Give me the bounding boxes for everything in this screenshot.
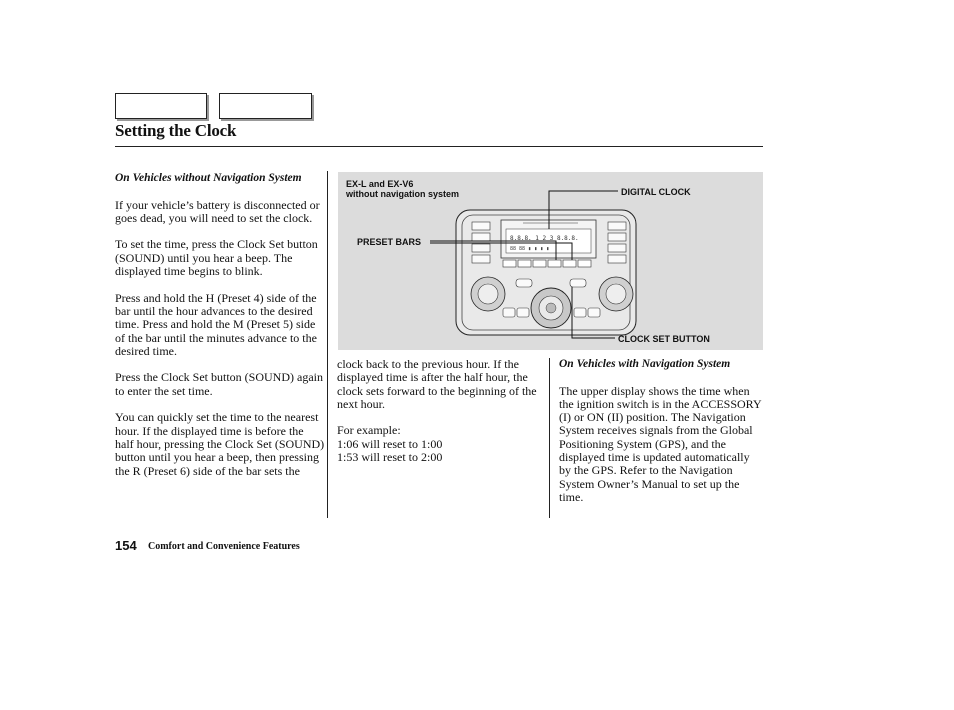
header-tab-box-1 — [115, 93, 207, 119]
header-tab-box-2 — [219, 93, 312, 119]
paragraph: If your vehicle’s battery is disconnected or goes dead, you will need to set the clock. — [115, 197, 320, 225]
subheading-with-navigation: On Vehicles with Navigation System — [559, 358, 731, 370]
figure-caption-variant: without navigation system — [346, 189, 460, 199]
section-name: Comfort and Convenience Features — [148, 541, 300, 552]
svg-text:8.8.8. 1 2 3 8.8.8.: 8.8.8. 1 2 3 8.8.8. — [510, 235, 579, 242]
page-number: 154 — [115, 538, 137, 553]
title-divider — [115, 146, 763, 147]
svg-text:88 88 ▮ ▮ ▮ ▮: 88 88 ▮ ▮ ▮ ▮ — [510, 246, 550, 252]
column-divider — [549, 358, 550, 518]
paragraph: clock back to the previous hour. If the displayed time is after the half hour, the clock sets forward to the beginning of the next hour. — [337, 357, 537, 411]
paragraph: To set the time, press the Clock Set button (SOUND) until you hear a beep. The displayed time begins to blink. — [115, 237, 318, 279]
label-digital-clock: DIGITAL CLOCK — [621, 187, 691, 197]
paragraph: Press and hold the H (Preset 4) side of the bar until the hour advances to the desired time. Press and hold the M (Preset 5) side of the bar until the minutes advance to the desired time. — [115, 290, 317, 358]
column-divider — [327, 171, 328, 518]
left-column — [115, 172, 325, 491]
label-preset-bars: PRESET BARS — [357, 237, 422, 247]
paragraph: Press the Clock Set button (SOUND) again to enter the set time. — [115, 370, 323, 398]
paragraph: You can quickly set the time to the nearest hour. If the displayed time is before the half hour, pressing the Clock Set (SOUND) button until you hear a beep, then pressing the R (Preset 6) side of the bar sets the — [115, 410, 325, 478]
middle-column — [337, 358, 542, 464]
paragraph: For example: — [337, 423, 401, 438]
right-column — [559, 358, 763, 518]
figure-caption-model: EX-L and EX-V6 — [346, 179, 414, 189]
climate-audio-panel-figure — [338, 172, 763, 350]
label-clock-set-button: CLOCK SET BUTTON — [618, 334, 710, 344]
page-title: Setting the Clock — [115, 121, 237, 140]
example-line: 1:53 will reset to 2:00 — [337, 450, 443, 465]
paragraph: The upper display shows the time when the ignition switch is in the ACCESSORY (I) or ON (II) position. The Navigation System receives signals from the Global Positioning System (GPS), and the displayed time is updated automatically by the GPS. Refer to the Navigation System Owner’s Manual to set up the time. — [559, 383, 762, 504]
subheading-without-navigation: On Vehicles without Navigation System — [115, 172, 302, 184]
example-line: 1:06 will reset to 1:00 — [337, 436, 443, 451]
